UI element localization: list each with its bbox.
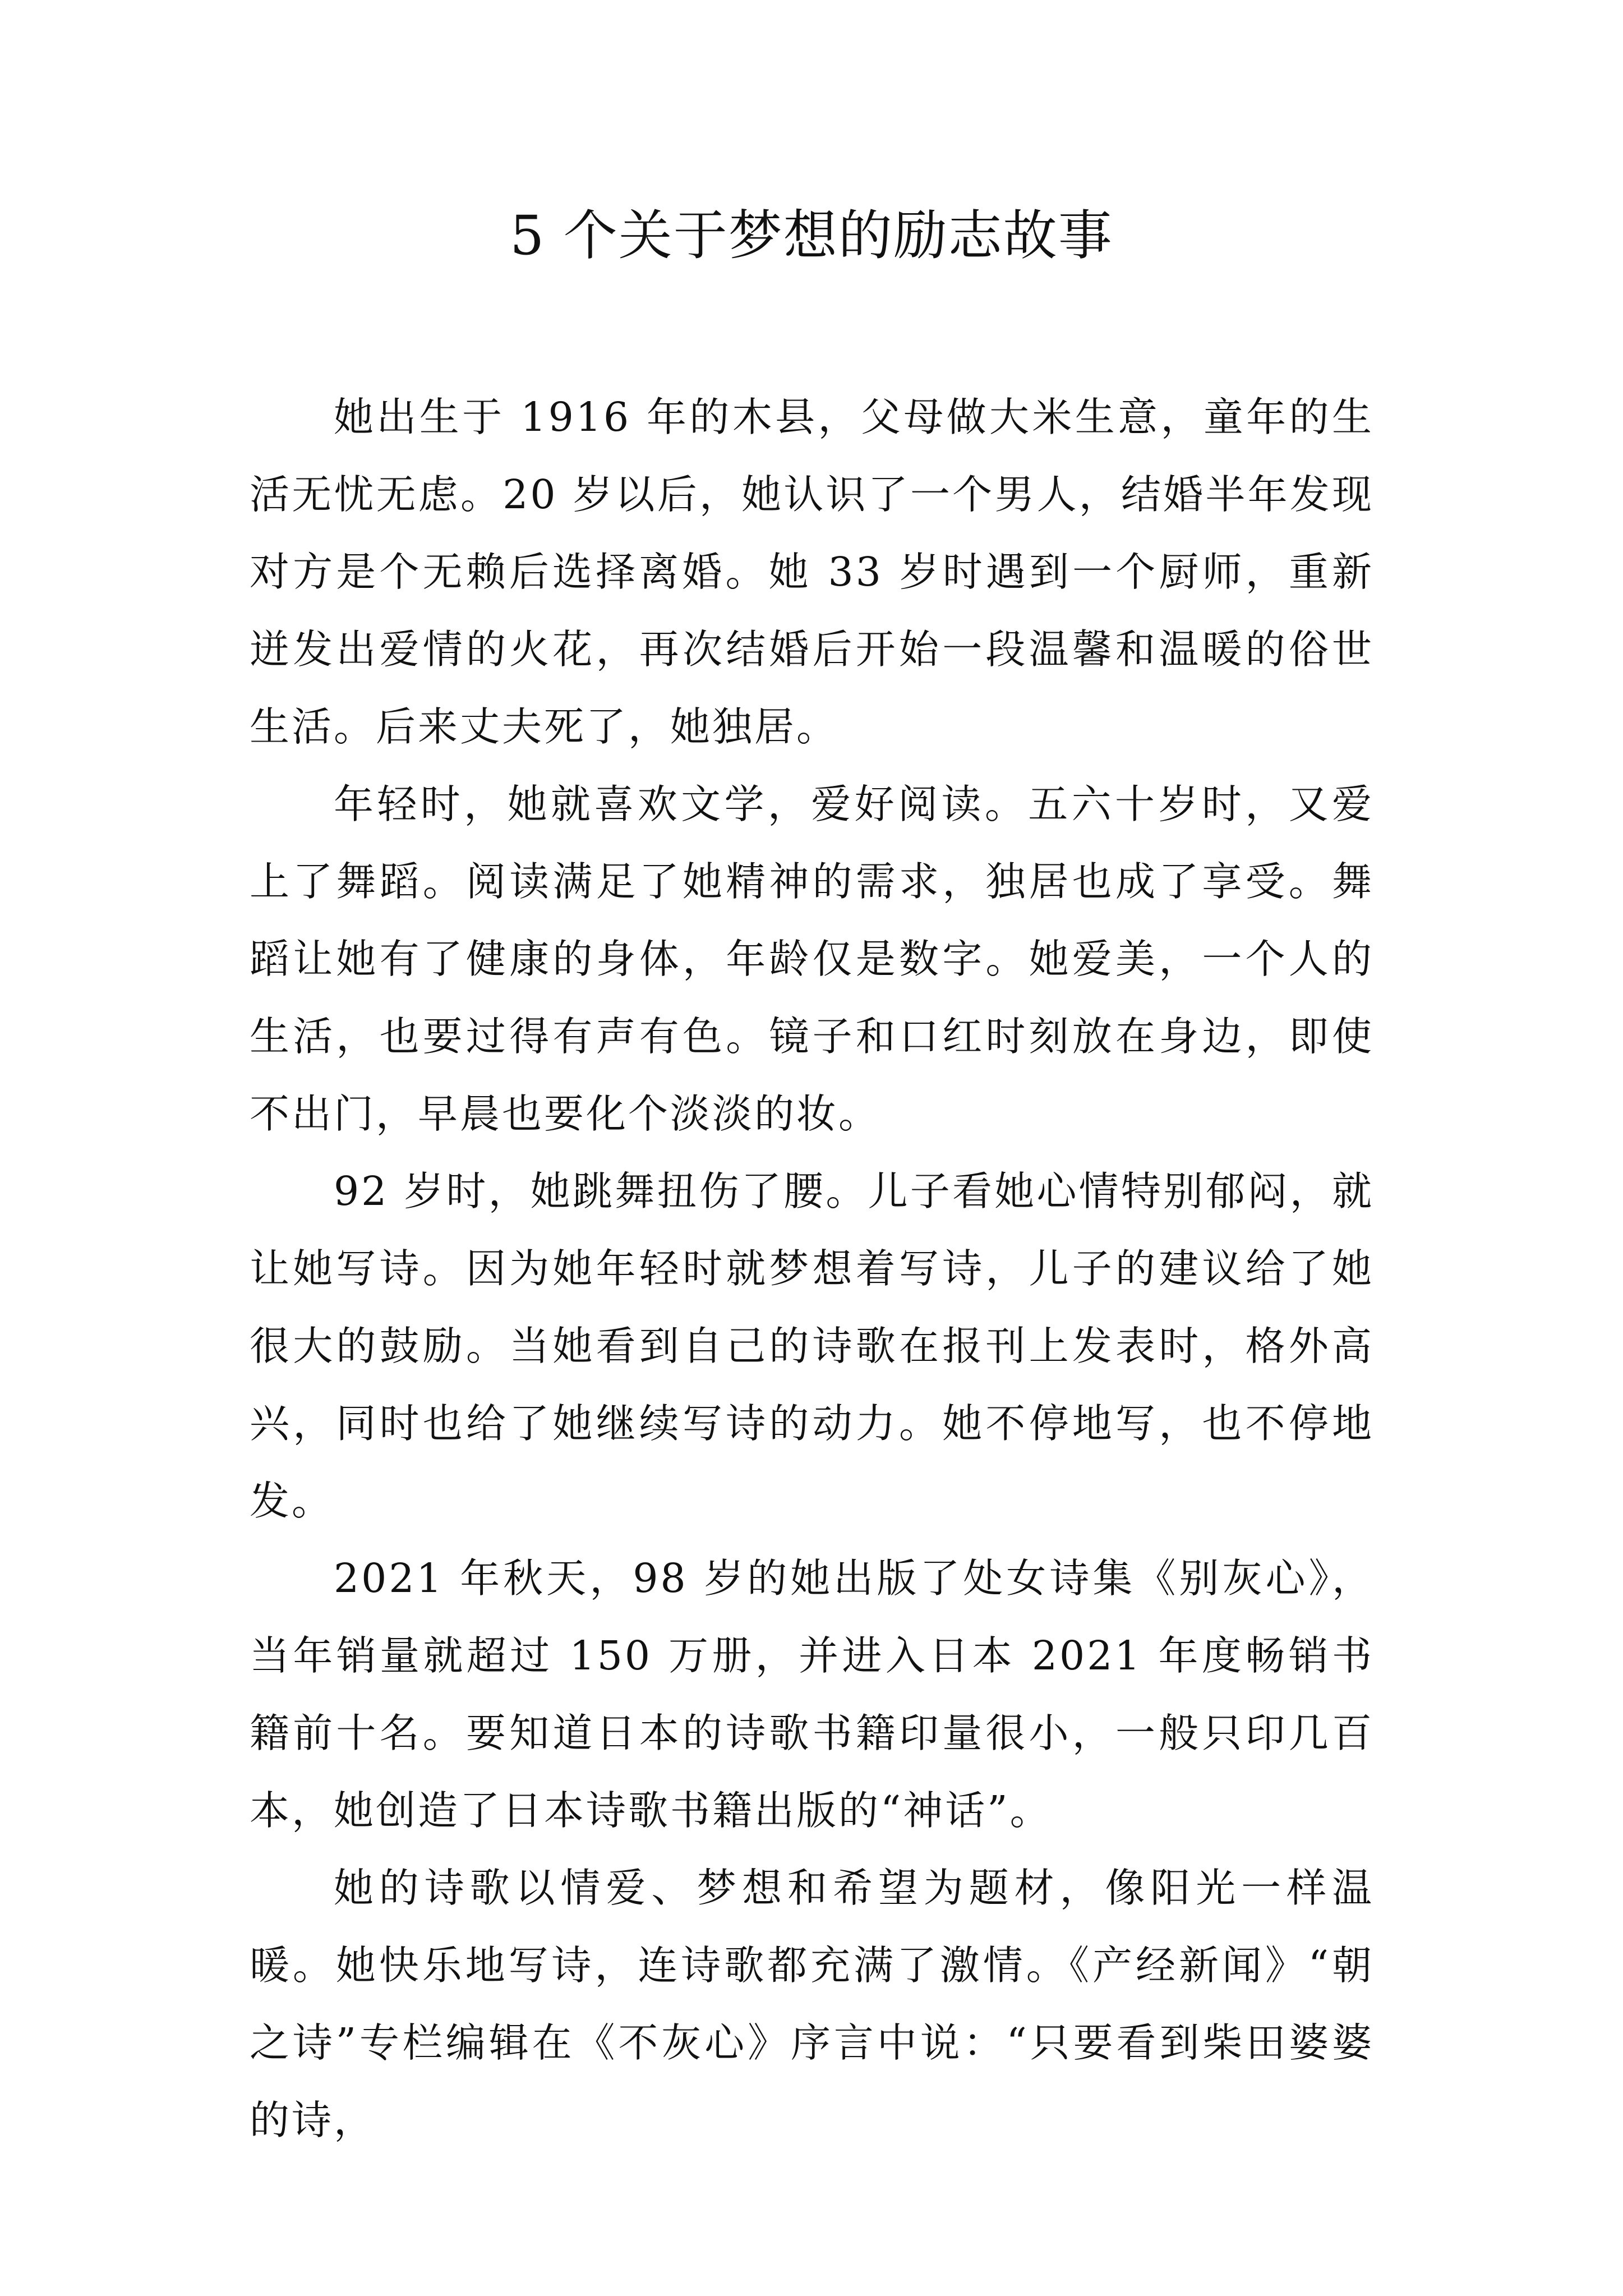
document-body xyxy=(250,379,1374,2159)
paragraph-2: 年轻时，她就喜欢文学，爱好阅读。五六十岁时，又爱上了舞蹈。阅读满足了她精神的需求，独居也成了享受。舞蹈让她有了健康的身体，年龄仅是数字。她爱美，一个人的生活，也要过得有声有色。镜子和口红时刻放在身边，即使不出门，早晨也要化个淡淡的妆。 xyxy=(250,781,1374,1137)
document-title: 5 个关于梦想的励志故事 xyxy=(510,204,1113,267)
paragraph-5: 她的诗歌以情爱、梦想和希望为题材，像阳光一样温暖。她快乐地写诗，连诗歌都充满了激情。《产经新闻》“朝之诗”专栏编辑在《不灰心》序言中说：“只要看到柴田婆婆的诗， xyxy=(250,1865,1374,2143)
paragraph-3: 92 岁时，她跳舞扭伤了腰。儿子看她心情特别郁闷，就让她写诗。因为她年轻时就梦想着写诗，儿子的建议给了她很大的鼓励。当她看到自己的诗歌在报刊上发表时，格外高兴，同时也给了她继续写诗的动力。她不停地写，也不停地发。 xyxy=(250,1168,1374,1524)
paragraph-1: 她出生于 1916 年的木县，父母做大米生意，童年的生活无忧无虑。20 岁以后，她认识了一个男人，结婚半年发现对方是个无赖后选择离婚。她 33 岁时遇到一个厨师，重新迸发出爱情的火花，再次结婚后开始一段温馨和温暖的俗世生活。后来丈夫死了，她独居。 xyxy=(250,394,1374,750)
paragraph-4: 2021 年秋天，98 岁的她出版了处女诗集《别灰心》，当年销量就超过 150 万册，并进入日本 2021 年度畅销书籍前十名。要知道日本的诗歌书籍印量很小，一般只印几百本，她创造了日本诗歌书籍出版的“神话”。 xyxy=(250,1555,1374,1834)
